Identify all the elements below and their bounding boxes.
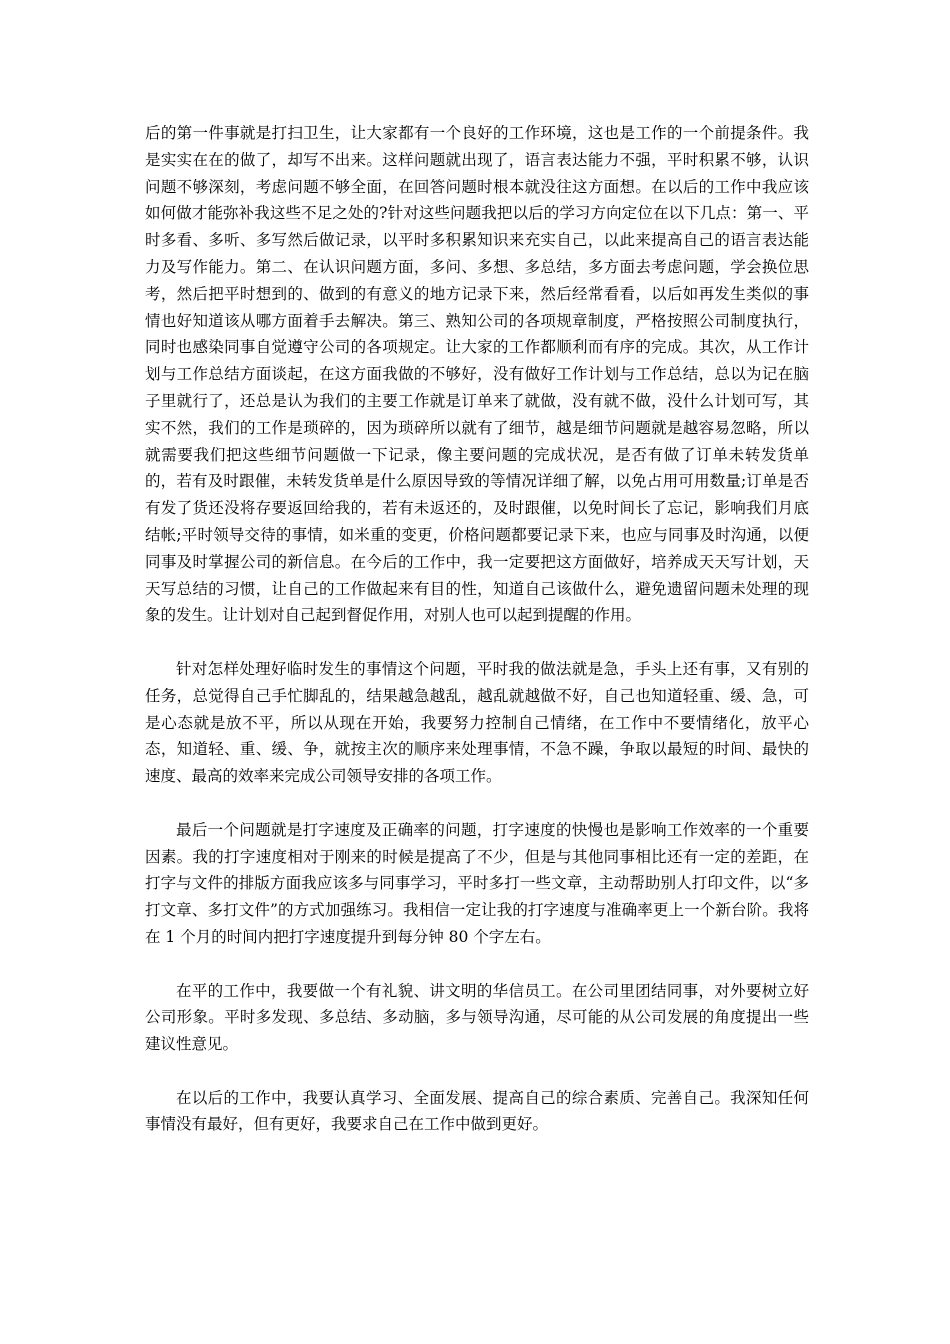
paragraph-2: 针对怎样处理好临时发生的事情这个问题，平时我的做法就是急，手头上还有事，又有别的任务，总觉得自己手忙脚乱的，结果越急越乱，越乱就越做不好，自己也知道轻重、缓、急，可是心态就是放不平，所以从现在开始，我要努力控制自己情绪，在工作中不要情绪化，放平心态，知道轻、重、缓、争，就按主次的顺序来处理事情，不急不躁，争取以最短的时间、最快的速度、最高的效率来完成公司领导安排的各项工作。 bbox=[145, 659, 809, 786]
paragraph-1: 后的第一件事就是打扫卫生，让大家都有一个良好的工作环境，这也是工作的一个前提条件。我是实实在在的做了，却写不出来。这样问题就出现了，语言表达能力不强，平时积累不够，认识问题不够深刻，考虑问题不够全面，在回答问题时根本就没往这方面想。在以后的工作中我应该如何做才能弥补我这些不足之处的?针对这些问题我把以后的学习方向定位在以下几点：第一、平时多看、多听、多写然后做记录，以平时多积累知识来充实自己，以此来提高自己的语言表达能力及写作能力。第二、在认识问题方面，多问、多想、多总结，多方面去考虑问题，学会换位思考，然后把平时想到的、做到的有意义的地方记录下来，然后经常看看，以后如再发生类似的事情也好知道该从哪方面着手去解决。第三、熟知公司的各项规章制度，严格按照公司制度执行，同时也感染同事自觉遵守公司的各项规定。让大家的工作都顺利而有序的完成。其次，从工作计划与工作总结方面谈起，在这方面我做的不够好，没有做好工作计划与工作总结，总以为记在脑子里就行了，还总是认为我们的主要工作就是订单来了就做，没有就不做，没什么计划可写，其实不然，我们的工作是琐碎的，因为琐碎所以就有了细节，越是细节问题就是越容易忽略，所以就需要我们把这些细节问题做一下记录，像主要问题的完成状况，是否有做了订单未转发货单的，若有及时跟催，未转发货单是什么原因导致的等情况详细了解，以免占用可用数量;订单是否有发了货还没将存要返回给我的，若有未返还的，及时跟催，以免时间长了忘记，影响我们月底结帐;平时领导交待的事情，如米重的变更，价格问题都要记录下来，也应与同事及时沟通，以便同事及时掌握公司的新信息。在今后的工作中，我一定要把这方面做好，培养成天天写计划，天天写总结的习惯，让自己的工作做起来有目的性，知道自己该做什么，避免遗留问题未处理的现象的发生。让计划对自己起到督促作用，对别人也可以起到提醒的作用。 bbox=[145, 124, 809, 625]
document-body bbox=[145, 120, 809, 1165]
paragraph-4: 在平的工作中，我要做一个有礼貌、讲文明的华信员工。在公司里团结同事，对外要树立好公司形象。平时多发现、多总结、多动脑，多与领导沟通，尽可能的从公司发展的角度提出一些建议性意见。 bbox=[145, 981, 809, 1054]
paragraph-5: 在以后的工作中，我要认真学习、全面发展、提高自己的综合素质、完善自己。我深知任何事情没有最好，但有更好，我要求自己在工作中做到更好。 bbox=[145, 1088, 809, 1134]
paragraph-3: 最后一个问题就是打字速度及正确率的问题，打字速度的快慢也是影响工作效率的一个重要因素。我的打字速度相对于刚来的时候是提高了不少，但是与其他同事相比还有一定的差距，在打字与文件的排版方面我应该多与同事学习，平时多打一些文章，主动帮助别人打印文件，以“多打文章、多打文件”的方式加强练习。我相信一定让我的打字速度与准确率更上一个新台阶。我将在 1 个月的时间内把打字速度提升到每分钟 80 个字左右。 bbox=[145, 820, 809, 946]
